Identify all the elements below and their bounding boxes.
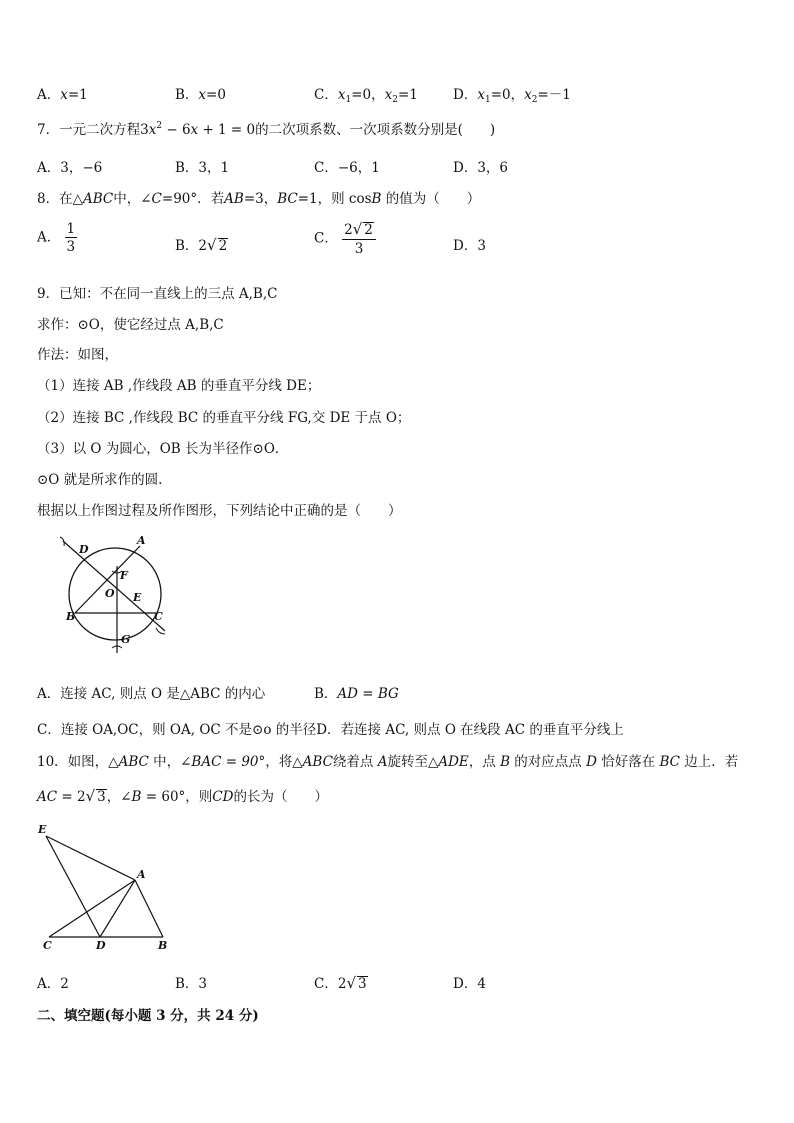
label-d: D <box>79 543 89 556</box>
q7-option-c[interactable]: C．−6，1 <box>314 160 380 176</box>
section-2-heading: 二、填空题(每小题 3 分，共 24 分) <box>37 1008 259 1024</box>
q9-line-4: （1）连接 AB ,作线段 AB 的垂直平分线 DE； <box>37 378 321 394</box>
q7-option-b[interactable]: B．3，1 <box>175 160 230 176</box>
q8-option-b[interactable]: B．2√ 2 <box>175 236 228 254</box>
label-f: F <box>120 569 128 582</box>
q6-option-a[interactable]: A．x=1 <box>37 87 88 103</box>
q8-fraction-a: $\frac{1}{3}$ <box>66 221 76 256</box>
q10-line-1: 10．如图，△ABC 中，∠BAC = 90°，将△ABC绕着点 A旋转至△ADE，点 B 的对应点点 D 恰好落在 BC 边上．若 <box>37 754 739 770</box>
q9-option-a[interactable]: A．连接 AC, 则点 O 是△ABC 的内心 <box>37 686 266 702</box>
q9-option-cd[interactable]: C．连接 OA,OC，则 OA, OC 不是⊙o 的半径D．若连接 AC, 则点 O 在线段 AC 的垂直平分线上 <box>37 722 624 738</box>
label-c: C <box>154 610 163 623</box>
q6-option-d[interactable]: D．$x_1=0$，$x_2=-1$ <box>453 87 571 105</box>
q8-option-d[interactable]: D．3 <box>453 238 486 254</box>
q9-line-5: （2）连接 BC ,作线段 BC 的垂直平分线 FG,交 DE 于点 O； <box>37 410 411 426</box>
label-o: O <box>105 587 115 600</box>
q10-line-2: AC = 2√ 3，∠B = 60°，则CD的长为（ ） <box>37 787 328 805</box>
label-e: E <box>38 823 47 836</box>
q10-option-c[interactable]: C．2√ 3 <box>314 974 367 992</box>
q10-option-a[interactable]: A．2 <box>37 976 69 992</box>
q7-option-a[interactable]: A．3，−6 <box>37 160 103 176</box>
segment-ab <box>135 880 163 937</box>
q7-option-d[interactable]: D．3，6 <box>453 160 509 176</box>
q9-line-1: 9．已知：不在同一直线上的三点 A,B,C <box>37 286 278 302</box>
q9-construction-figure <box>55 533 175 658</box>
sqrt-sign: √ <box>352 220 363 238</box>
circle-o <box>69 548 161 640</box>
label-a: A <box>137 868 146 881</box>
segment-ab <box>75 546 140 613</box>
segment-ed <box>46 836 100 937</box>
q9-line-6: （3）以 O 为圆心，OB 长为半径作⊙O． <box>37 441 289 457</box>
q8-option-c[interactable]: C． $\frac{2√ 2}{3}$ <box>314 222 376 256</box>
label-b: B <box>66 610 76 623</box>
q9-option-b[interactable]: B．AD = BG <box>314 686 399 702</box>
q8-fraction-c: $\frac{2√ 2}{3}$ <box>342 222 376 256</box>
q8-stem: 8．在△ABC中，∠C=90°．若AB=3，BC=1，则 cosB 的值为（ ） <box>37 191 481 207</box>
segment-ad <box>100 880 135 937</box>
sqrt-sign: √ <box>85 787 96 805</box>
q9-line-8: 根据以上作图过程及所作图形，下列结论中正确的是（ ） <box>37 503 402 519</box>
segment-ac <box>49 880 135 937</box>
q10-option-b[interactable]: B．3 <box>175 976 208 992</box>
label-d: D <box>96 939 106 952</box>
label-b: B <box>158 939 168 952</box>
segment-ea <box>46 836 135 880</box>
sqrt-sign: √ <box>207 236 217 254</box>
q9-line-3: 作法：如图， <box>37 347 118 363</box>
arc-mark-e <box>156 628 165 634</box>
q9-line-2: 求作：⊙O，使它经过点 A,B,C <box>37 317 224 333</box>
q7-equation: $3x^2 - 6x + 1 = 0$ <box>140 121 256 138</box>
q9-line-7: ⊙O 就是所求作的圆. <box>37 472 163 488</box>
q6-option-c[interactable]: C．$x_1=0$，$x_2=1$ <box>314 87 418 105</box>
q10-rotation-figure <box>35 820 175 955</box>
q10-option-d[interactable]: D．4 <box>453 976 486 992</box>
sqrt-sign: √ <box>346 974 356 992</box>
q7-stem: 7．一元二次方程$3x^2 - 6x + 1 = 0$的二次项系数、一次项系数分别是( ) <box>37 121 496 138</box>
label-e: E <box>133 591 142 604</box>
arc-mark-d <box>60 537 64 546</box>
q8-option-a[interactable]: A． $\frac{1}{3}$ <box>37 221 76 256</box>
label-g: G <box>121 633 131 646</box>
q6-option-b[interactable]: B．x=0 <box>175 87 226 103</box>
label-a: A <box>137 534 146 547</box>
label-c: C <box>43 939 52 952</box>
